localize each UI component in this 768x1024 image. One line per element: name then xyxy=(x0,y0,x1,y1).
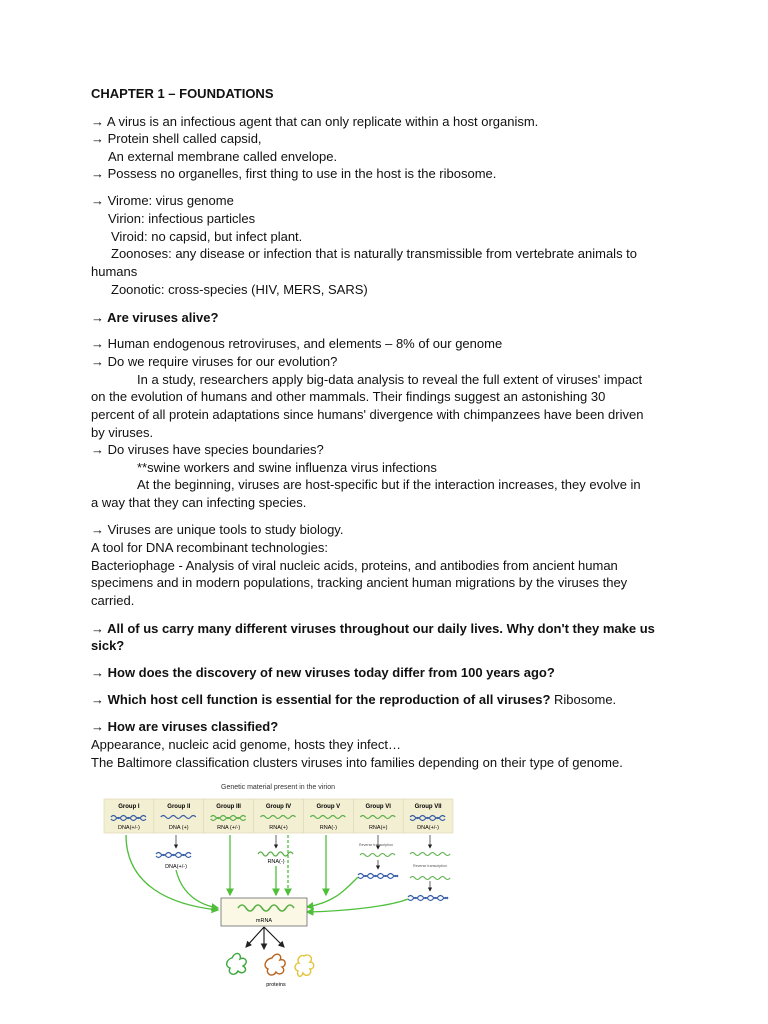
question-heading: → How are viruses classified? xyxy=(91,719,279,734)
text-line: **swine workers and swine influenza virus infections xyxy=(137,460,437,475)
text-line: → Possess no organelles, first thing to use in the host is the ribosome. xyxy=(91,166,497,181)
group-name: Group II xyxy=(167,804,191,810)
question-answer: Ribosome. xyxy=(550,692,617,707)
mrna-label: mRNA xyxy=(255,918,273,924)
text-line: → Human endogenous retroviruses, and elements – 8% of our genome xyxy=(91,336,503,351)
text-line: on the evolution of humans and other mammals. Their findings suggest an astonishing 30 xyxy=(91,389,606,404)
question-line xyxy=(91,691,676,709)
group-genome: DNA(+/-) xyxy=(417,825,440,831)
group-genome: DNA(+/-) xyxy=(117,825,140,831)
group7-step-label: Reverse transcription xyxy=(413,864,447,868)
group-genome: RNA(-) xyxy=(319,825,337,831)
text-line: percent of all protein adaptations since humans' divergence with chimpanzees have been driven xyxy=(91,407,644,422)
group-genome: RNA(+) xyxy=(368,825,388,831)
rna-strand-icon xyxy=(410,877,450,880)
text-line: carried. xyxy=(91,593,135,608)
group-name: Group VI xyxy=(365,804,391,810)
group-genome: RNA (+/-) xyxy=(217,825,241,831)
text-line: → Do we require viruses for our evolution? xyxy=(91,354,338,369)
chapter-title: CHAPTER 1 – FOUNDATIONS xyxy=(91,86,274,101)
baltimore-classification-figure xyxy=(100,780,456,995)
text-line: A tool for DNA recombinant technologies: xyxy=(91,540,329,555)
group2-intermediate-label: DNA(+/-) xyxy=(165,864,187,870)
text-line: specimens and in modern populations, tracking ancient human migrations by the viruses they xyxy=(91,575,628,590)
figure-header: Genetic material present in the virion xyxy=(221,784,335,791)
text-line: The Baltimore classification clusters viruses into families depending on their type of genome. xyxy=(91,755,623,770)
group4-intermediate-label: RNA(-) xyxy=(267,859,285,865)
protein-icon-green xyxy=(227,953,247,974)
text-line: In a study, researchers apply big-data analysis to reveal the full extent of viruses' impact xyxy=(137,372,643,387)
text-line: humans xyxy=(91,264,138,279)
text-line: → Protein shell called capsid, xyxy=(91,131,262,146)
dna-strand-icon xyxy=(358,876,398,879)
rna-strand-icon xyxy=(410,853,450,856)
text-line: → A virus is an infectious agent that can only replicate within a host organism. xyxy=(91,114,539,129)
rna-strand-icon xyxy=(360,854,395,857)
group-name: Group I xyxy=(118,804,140,810)
group-genome: RNA(+) xyxy=(269,825,288,831)
question-heading: → All of us carry many different viruses throughout our daily lives. Why don't they make us xyxy=(91,621,655,636)
group6-step-label: Reverse transcription xyxy=(359,843,393,847)
text-line: Appearance, nucleic acid genome, hosts they infect… xyxy=(91,737,402,752)
text-line: a way that they can infecting species. xyxy=(91,495,307,510)
group-name: Group VII xyxy=(414,804,442,810)
text-line: Zoonoses: any disease or infection that is naturally transmissible from vertebrate animals to xyxy=(111,246,638,261)
text-line: At the beginning, viruses are host-specific but if the interaction increases, they evolve in xyxy=(137,477,641,492)
protein-arrows xyxy=(246,927,284,949)
protein-icon-yellow xyxy=(295,955,314,976)
group-genome: DNA (+) xyxy=(168,825,189,831)
question-heading: → Which host cell function is essential for the reproduction of all viruses? xyxy=(91,692,551,707)
text-line: Bacteriophage - Analysis of viral nucleic acids, proteins, and antibodies from ancient human xyxy=(91,558,618,573)
text-line: An external membrane called envelope. xyxy=(108,149,338,164)
text-line: Viroid: no capsid, but infect plant. xyxy=(111,229,303,244)
text-line: → Virome: virus genome xyxy=(91,193,234,208)
proteins-label: proteins xyxy=(266,982,286,988)
group-name: Group IV xyxy=(265,804,292,810)
question-heading: sick? xyxy=(91,638,125,653)
text-line: Virion: infectious particles xyxy=(108,211,256,226)
group-name: Group III xyxy=(216,804,241,810)
text-line: Zoonotic: cross-species (HIV, MERS, SARS) xyxy=(111,282,368,297)
dna-strand-icon xyxy=(408,898,448,901)
text-line: → Viruses are unique tools to study biology. xyxy=(91,522,344,537)
text-line: by viruses. xyxy=(91,425,154,440)
text-line: → Do viruses have species boundaries? xyxy=(91,442,324,457)
protein-icon-brown xyxy=(265,954,285,975)
question-heading: → Are viruses alive? xyxy=(91,310,219,325)
group-name: Group V xyxy=(316,804,341,810)
question-heading: → How does the discovery of new viruses today differ from 100 years ago? xyxy=(91,665,555,680)
